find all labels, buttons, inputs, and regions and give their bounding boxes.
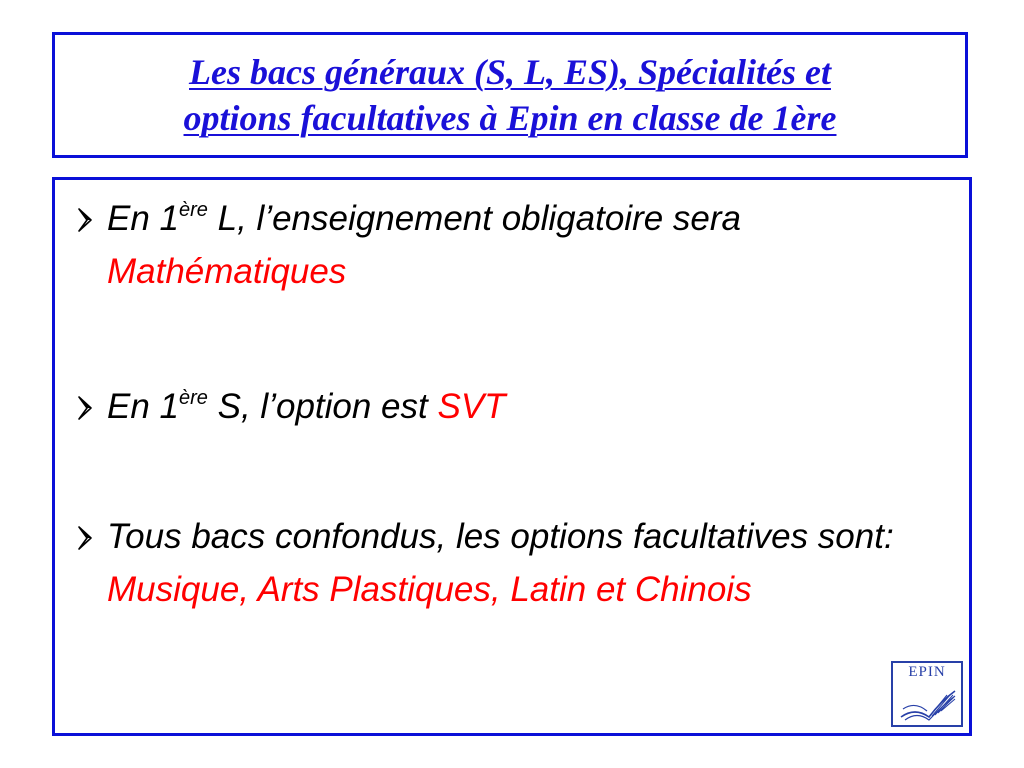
arrow-bullet-icon — [75, 526, 105, 550]
title-box — [52, 32, 968, 158]
arrow-bullet-icon — [75, 208, 105, 232]
bullet-highlight: SVT — [437, 387, 506, 426]
bullet-text — [107, 510, 955, 616]
bullet-body: Tous bacs confondus, les options facultatives sont: — [107, 517, 894, 556]
slide-title-line-1: Les bacs généraux (S, L, ES), Spécialités et — [189, 52, 831, 92]
bullet-item — [75, 380, 955, 433]
bullet-item — [75, 510, 955, 616]
bullet-prefix: En 1 — [107, 199, 179, 238]
arrow-bullet-icon — [75, 396, 105, 420]
bullet-body: L, l’enseignement obligatoire sera — [207, 199, 742, 238]
bullet-superscript: ère — [179, 387, 208, 409]
bullet-item — [75, 192, 955, 298]
bullet-highlight: Mathématiques — [107, 252, 347, 291]
bullet-text — [107, 380, 955, 433]
epin-logo — [891, 661, 963, 727]
content-box — [52, 177, 972, 736]
book-icon — [899, 687, 957, 723]
bullet-text — [107, 192, 955, 298]
bullet-prefix: En 1 — [107, 387, 179, 426]
bullet-superscript: ère — [179, 199, 208, 221]
slide-title-line-2: options facultatives à Epin en classe de 1ère — [183, 98, 837, 138]
logo-text: EPIN — [908, 664, 946, 680]
bullet-body: S, l’option est — [207, 387, 438, 426]
bullet-highlight: Musique, Arts Plastiques, Latin et Chinois — [107, 570, 752, 609]
